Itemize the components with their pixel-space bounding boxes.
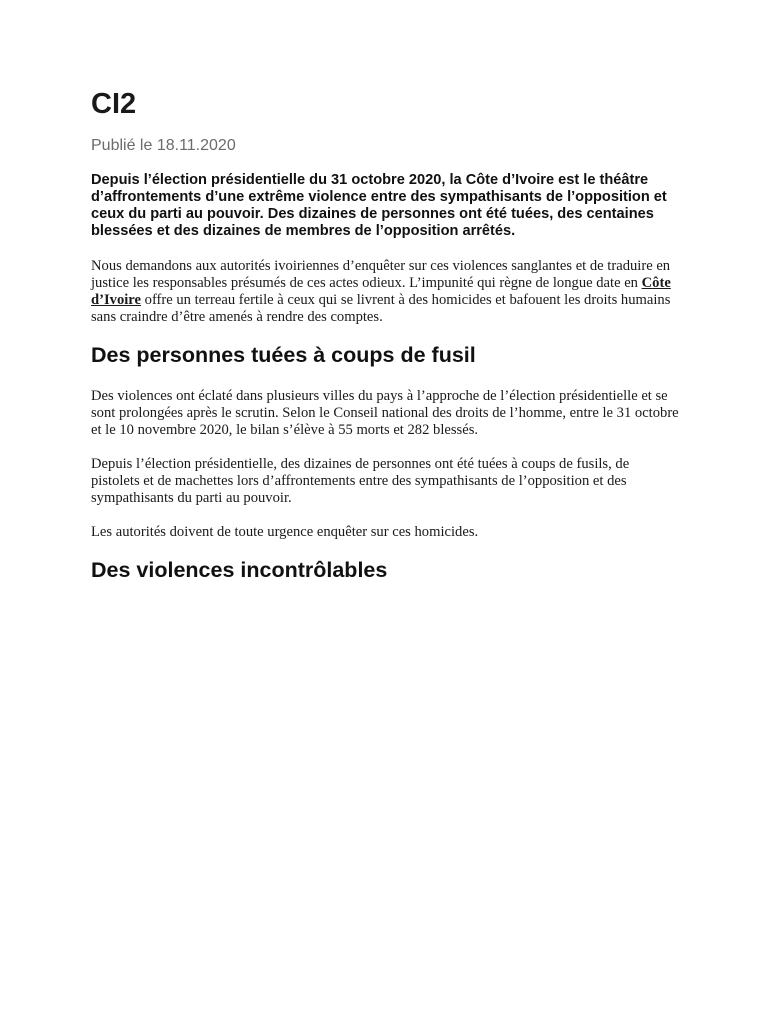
section-1-paragraph-2: Depuis l’élection présidentielle, des dizaines de personnes ont été tuées à coups de fusils, de pistolets et de machettes lors d’affrontements entre des sympathisants de l’opposition et des sympathisants du parti au pouvoir.: [91, 456, 630, 506]
intro-paragraph: [91, 258, 681, 326]
intro-text-after-link: offre un terreau fertile à ceux qui se livrent à des homicides et bafouent les droits humains sans craindre d’être amenés à rendre des comptes.: [91, 292, 671, 325]
article: [91, 86, 681, 583]
section-1-paragraph-1: Des violences ont éclaté dans plusieurs villes du pays à l’approche de l’élection présidentielle et se sont prolongées après le scrutin. Selon le Conseil national des droits de l’homme, entre le 31 octobre et le 10 novembre 2020, le bilan s’élève à 55 morts et 282 blessés.: [91, 388, 679, 438]
lead-paragraph: Depuis l’élection présidentielle du 31 octobre 2020, la Côte d’Ivoire est le théâtre d’affrontements d’une extrême violence entre des sympathisants de l’opposition et ceux du parti au pouvoir. Des dizaines de personnes ont été tuées, des centaines blessées et des dizaines de membres de l’opposition arrêtés.: [91, 172, 667, 239]
section-heading-violences-incontrolables: Des violences incontrôlables: [91, 558, 388, 582]
section-1-paragraph-3: Les autorités doivent de toute urgence enquêter sur ces homicides.: [91, 524, 479, 540]
cote-divoire-link[interactable]: Côte d’Ivoire: [91, 275, 671, 308]
page-title: CI2: [91, 88, 137, 120]
intro-text-before-link: Nous demandons aux autorités ivoiriennes d’enquêter sur ces violences sanglantes et de traduire en justice les responsables présumés de ces actes odieux. L’impunité qui règne de longue date en: [91, 258, 671, 291]
section-heading-personnes-tuees: Des personnes tuées à coups de fusil: [91, 343, 476, 367]
publication-date: Publié le 18.11.2020: [91, 137, 236, 154]
